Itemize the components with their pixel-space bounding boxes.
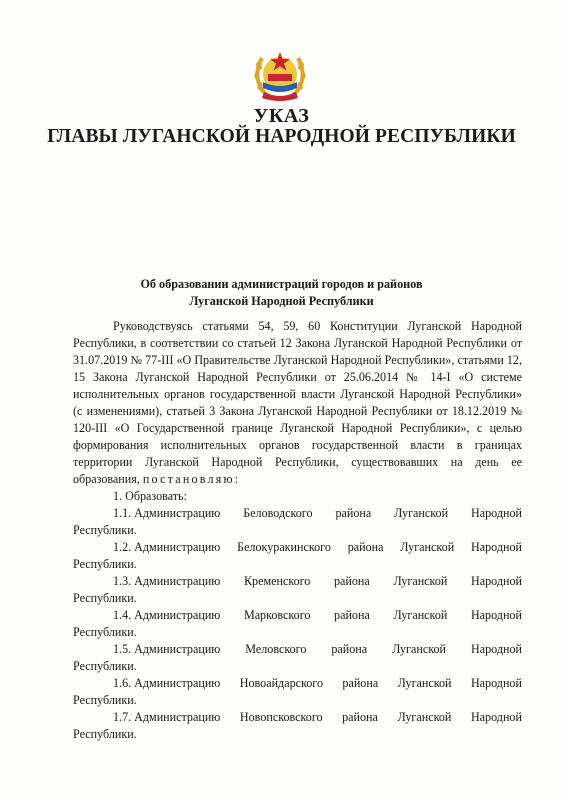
list-item-line	[73, 641, 522, 658]
item-word: Администрацию	[134, 540, 221, 554]
item-word: Кременского	[243, 574, 311, 588]
list-item	[73, 709, 522, 743]
item-word: Народной	[470, 540, 522, 554]
item-word: Луганской	[393, 574, 448, 588]
item-word: района	[342, 676, 379, 690]
item-word: района	[335, 506, 372, 520]
document-subject	[0, 276, 563, 310]
item-word: Новоайдарского	[239, 676, 323, 690]
item-word: Администрацию	[134, 608, 221, 622]
item-word: Администрацию	[134, 574, 221, 588]
item-tail: Республики.	[73, 625, 137, 639]
item-word: Народной	[470, 506, 522, 520]
item-tail: Республики.	[73, 659, 137, 673]
item-word: района	[347, 540, 384, 554]
item-word: Народной	[470, 676, 522, 690]
item-number: 1.3.	[113, 574, 132, 588]
decree-colon: :	[234, 472, 239, 486]
item-number: 1.7.	[113, 710, 132, 724]
list-item-number	[113, 539, 220, 556]
item-word: Марковского	[243, 608, 311, 622]
page-title: УКАЗ	[253, 105, 310, 127]
subject-line-1: Об образовании администраций городов и районов	[140, 277, 423, 291]
item-tail: Республики.	[73, 557, 137, 571]
item-word: Луганской	[392, 642, 446, 656]
list-item	[73, 607, 522, 641]
item-word: района	[334, 574, 370, 588]
item-word: Народной	[471, 574, 522, 588]
list-item	[73, 505, 522, 539]
item-word: района	[334, 608, 370, 622]
item-word: района	[331, 642, 368, 656]
item-word: Луганской	[393, 608, 448, 622]
list-item-number	[113, 641, 220, 658]
list-item-number	[113, 675, 220, 692]
item-word: Луганской	[400, 540, 455, 554]
item-word: Администрацию	[134, 642, 221, 656]
list-item	[73, 573, 522, 607]
preamble-text: Руководствуясь статьями 54, 59, 60 Конституции Луганской Народной Республики, в соответствии со статьей 12 Закона Луганской Народной Республики от 31.07.2019 № 77-III «О Правительстве Луганской Народной Республики», статьями 12, 15 Закона Луганской Народной Республики от 25.06.2014 № 14-I «О системе исполнительных органов государственной власти Луганской Народной Республики» (с изменениями), статьей 3 Закона Луганской Народной Республики от 18.12.2019 № 120-III «О Государственной границе Луганской Народной Республики», с целью формирования исполнительных органов государственной власти в границах территории Луганской Народной Республики, существовавших на день ее образования,	[73, 319, 522, 486]
list-item	[73, 641, 522, 675]
list-item-line	[73, 539, 522, 556]
item-word: района	[342, 710, 378, 724]
decree-word: постановляю	[142, 472, 235, 486]
item-word: Белокуракинского	[237, 540, 331, 554]
subject-line-2: Луганской Народной Республики	[189, 294, 374, 308]
list-item-line	[73, 573, 522, 590]
item-tail: Республики.	[73, 523, 137, 537]
item-word: Беловодского	[243, 506, 313, 520]
section-heading: 1. Образовать:	[113, 489, 187, 503]
list-item-number	[113, 573, 220, 590]
list-item	[73, 675, 522, 709]
item-tail: Республики.	[73, 693, 137, 707]
list-item-line	[73, 675, 522, 692]
item-word: Администрацию	[134, 710, 221, 724]
list-item-number	[113, 505, 220, 522]
item-tail: Республики.	[73, 591, 137, 605]
item-word: Народной	[470, 608, 522, 622]
item-word: Новопсковского	[239, 710, 323, 724]
item-word: Меловского	[245, 642, 307, 656]
item-word: Луганской	[397, 676, 452, 690]
item-number: 1.1.	[113, 506, 132, 520]
item-number: 1.4.	[113, 608, 132, 622]
item-word: Администрацию	[134, 676, 221, 690]
item-word: Луганской	[394, 506, 449, 520]
item-word: Народной	[470, 710, 522, 724]
list-item-number	[113, 709, 220, 726]
list-item-line	[73, 505, 522, 522]
item-number: 1.5.	[113, 642, 132, 656]
list-item	[73, 539, 522, 573]
item-word: Народной	[470, 642, 522, 656]
item-tail: Республики.	[73, 727, 137, 741]
item-number: 1.6.	[113, 676, 132, 690]
coat-of-arms-icon	[252, 46, 308, 104]
item-word: Луганской	[397, 710, 452, 724]
list-item-line	[73, 607, 522, 624]
page-subtitle: ГЛАВЫ ЛУГАНСКОЙ НАРОДНОЙ РЕСПУБЛИКИ	[47, 126, 516, 147]
items-list	[73, 505, 522, 743]
list-item-line	[73, 709, 522, 726]
list-item-number	[113, 607, 220, 624]
preamble-paragraph	[73, 318, 522, 488]
item-number: 1.2.	[113, 540, 132, 554]
item-word: Администрацию	[134, 506, 221, 520]
document-body	[73, 318, 522, 743]
